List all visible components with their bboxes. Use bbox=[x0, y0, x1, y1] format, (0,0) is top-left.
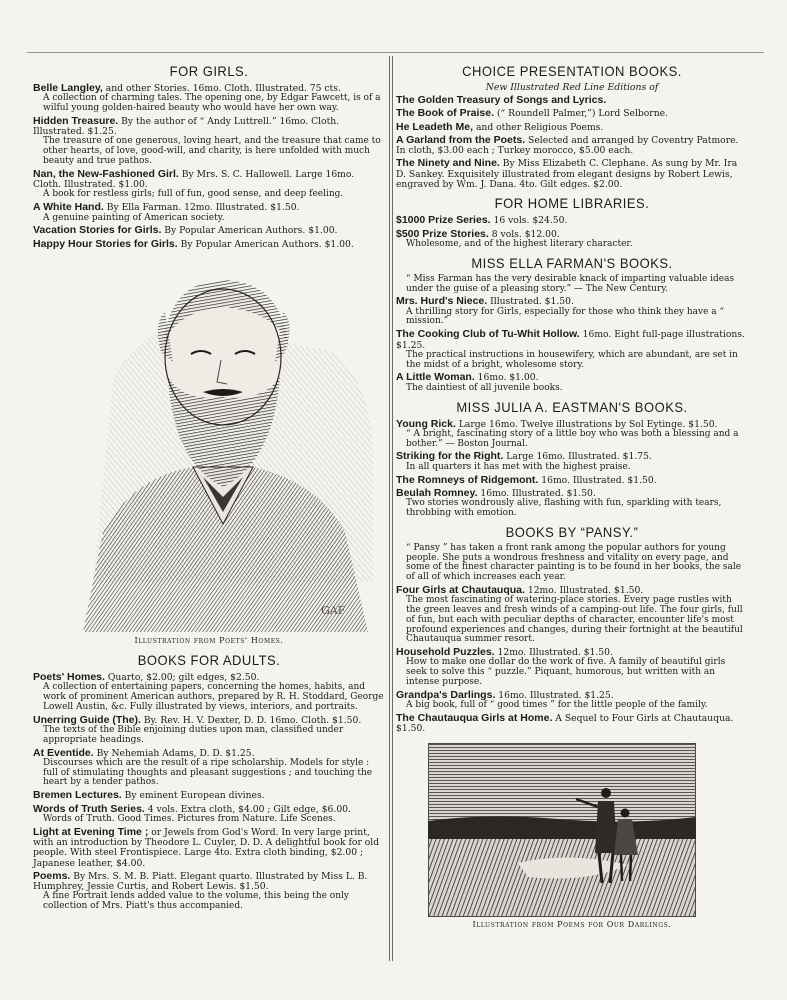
book-entry bbox=[33, 871, 385, 912]
book-description: A big book, full of “ good times ” for the little people of the family. bbox=[406, 700, 708, 711]
engraver-signature: GAF bbox=[321, 603, 346, 617]
book-title: Four Girls at Chautauqua. bbox=[396, 583, 525, 596]
book-description: A thrilling story for Girls, especially for those who think they have a “ mission.” bbox=[406, 306, 725, 327]
book-description: A book for restless girls; full of fun, good sense, and deep feeling. bbox=[43, 189, 344, 200]
book-entry bbox=[396, 451, 748, 472]
book-title: Mrs. Hurd's Niece. bbox=[396, 295, 488, 308]
book-title: A Garland from the Poets. bbox=[396, 133, 526, 146]
book-title: Light at Evening Time ; bbox=[33, 825, 149, 838]
book-title: Unerring Guide (The). bbox=[33, 713, 141, 726]
book-details: 12mo. Illustrated. $1.50. bbox=[494, 647, 613, 659]
book-title: A White Hand. bbox=[33, 201, 104, 214]
book-description: The treasure of one generous, loving heart, and the treasure that came to other hearts, of love, good-will, and charity, is here unfolded with much beauty and true pathos. bbox=[43, 136, 381, 167]
book-entry bbox=[396, 215, 748, 226]
book-details: 12mo. Illustrated. $1.50. bbox=[524, 584, 644, 596]
landscape-engraving bbox=[428, 743, 696, 917]
book-details: and other Stories. 16mo. Cloth. Illustrated. 75 cts. bbox=[102, 83, 341, 94]
book-description: The most fascinating of watering-place stories. Every page rustles with the green leaves and fresh winds of a camping-out life. The four girls, full of fun, but each with peculiar depths of character, encounter life's most profound experiences and changes, during their fortnight at the beautiful Chautauqua summer resort. bbox=[406, 595, 743, 645]
book-entry bbox=[396, 95, 748, 106]
section-for-girls bbox=[33, 64, 385, 250]
book-details: By Miss Elizabeth C. Clephane. As sung by Mr. Ira D. Sankey. Exquisitely illustrated from elegant designs by Robert Lewis, engraved by Wm. J. Dana. 4to. Gilt edges. $2.00. bbox=[396, 158, 738, 191]
section-pansy-books bbox=[396, 525, 748, 735]
section-heading: MISS JULIA A. EASTMAN'S BOOKS. bbox=[456, 399, 688, 415]
book-details: and other Religious Poems. bbox=[473, 121, 604, 133]
engraving-caption: Illustration from Poems for Our Darlings. bbox=[472, 919, 672, 929]
section-heading: FOR HOME LIBRARIES. bbox=[494, 196, 650, 212]
book-description: In all quarters it has met with the highest praise. bbox=[406, 461, 631, 472]
section-heading: BOOKS FOR ADULTS. bbox=[137, 652, 281, 669]
book-details: or Jewels from God's Word. In very large print, with an introduction by Theodore L. Cuyler, D. D. A delightful book for old people. With steel Frontispiece. Large 4to. Extra cloth binding, $2.00 ; Japanese leather, $4.00. bbox=[33, 826, 380, 869]
children-landscape-illustration bbox=[428, 743, 696, 917]
book-entry bbox=[396, 488, 748, 519]
book-title: Striking for the Right. bbox=[396, 450, 504, 463]
book-description: Two stories wondrously alive, flashing with fun, sparkling with tears, throbbing with emotion. bbox=[406, 498, 722, 518]
book-description: Discourses which are the result of a ripe scholarship. Models for style : full of stimulating thoughts and pleasant suggestions ; and touching the heart by a tender pathos. bbox=[43, 757, 373, 788]
book-details: (“ Roundell Palmer,”) Lord Selborne. bbox=[494, 108, 668, 120]
book-description: A collection of charming tales. The opening one, by Edgar Fawcett, is of a wilful young golden-haired beauty who would have her own way. bbox=[43, 93, 381, 114]
book-description: The daintiest of all juvenile books. bbox=[406, 382, 563, 393]
book-title: $500 Prize Stories. bbox=[396, 227, 489, 240]
section-home-libraries bbox=[396, 196, 748, 249]
section-eastman-books bbox=[396, 400, 748, 519]
book-title: The Romneys of Ridgemont. bbox=[396, 473, 539, 486]
section-presentation-books bbox=[396, 64, 748, 190]
section-books-for-adults bbox=[33, 653, 385, 912]
book-details: By Mrs. S. C. Hallowell. Large 16mo. Cloth. Illustrated. $1.00. bbox=[33, 168, 355, 191]
book-entry bbox=[33, 116, 385, 167]
book-details: By Popular American Authors. $1.00. bbox=[177, 238, 354, 250]
section-heading: BOOKS BY “PANSY.” bbox=[505, 524, 639, 541]
book-title: Household Puzzles. bbox=[396, 646, 495, 659]
book-description: A genuine painting of American society. bbox=[43, 212, 225, 223]
book-entry bbox=[33, 672, 385, 713]
book-details: 8 vols. $12.00. bbox=[488, 228, 560, 240]
book-details: Selected and arranged by Coventry Patmore. In cloth, $3.00 each ; Turkey morocco, $5.00 each. bbox=[396, 134, 739, 157]
book-title: At Eventide. bbox=[33, 746, 94, 759]
book-title: Beulah Romney. bbox=[396, 486, 478, 499]
book-details: Large 16mo. Illustrated. $1.75. bbox=[503, 451, 652, 463]
book-entry bbox=[396, 158, 748, 190]
book-description: The texts of the Bible enjoining duties upon man, classified under appropriate headings. bbox=[43, 724, 344, 745]
section-farman-books bbox=[396, 256, 748, 394]
book-title: Nan, the New-Fashioned Girl. bbox=[33, 167, 179, 180]
book-description: Words of Truth. Good Times. Pictures from Nature. Life Scenes. bbox=[43, 813, 336, 824]
bearded-man-portrait bbox=[73, 262, 373, 632]
book-entry bbox=[33, 790, 385, 801]
section-heading: CHOICE PRESENTATION BOOKS. bbox=[462, 63, 682, 80]
book-entry bbox=[396, 372, 748, 393]
column-divider bbox=[392, 56, 393, 961]
book-entry bbox=[33, 169, 385, 200]
book-details: Large 16mo. Twelve illustrations by Sol Eytinge. $1.50. bbox=[455, 418, 718, 430]
book-title: The Ninety and Nine. bbox=[396, 157, 500, 170]
book-details: By. Rev. H. V. Dexter, D. D. 16mo. Cloth. $1.50. bbox=[140, 714, 362, 726]
book-details: 16mo. Illustrated. $1.25. bbox=[495, 689, 614, 701]
book-entry bbox=[396, 585, 748, 645]
book-title: The Chautauqua Girls at Home. bbox=[396, 711, 553, 724]
book-entry bbox=[33, 804, 385, 825]
book-entry bbox=[33, 83, 385, 114]
book-entry bbox=[396, 108, 748, 119]
book-details: By Nehemiah Adams, D. D. $1.25. bbox=[93, 747, 255, 759]
book-description: “ A bright, fascinating story of a little boy who was both a blessing and a bother.” — Boston Journal. bbox=[406, 428, 739, 449]
book-details: By Mrs. S. M. B. Piatt. Elegant quarto. Illustrated by Miss L. B. Humphrey, Jessie Curtis, and Robert Lewis. $1.50. bbox=[33, 870, 368, 893]
book-details: By Popular American Authors. $1.00. bbox=[161, 225, 338, 237]
book-details: 16mo. Illustrated. $1.50. bbox=[477, 487, 596, 499]
book-title: Belle Langley, bbox=[33, 82, 103, 94]
book-title: Happy Hour Stories for Girls. bbox=[33, 237, 178, 250]
section-subtitle: New Illustrated Red Line Editions of bbox=[485, 82, 659, 93]
book-title: Hidden Treasure. bbox=[33, 114, 119, 127]
book-entry bbox=[396, 296, 748, 327]
left-column bbox=[33, 58, 385, 914]
book-title: Poets' Homes. bbox=[33, 670, 105, 683]
book-details: 16 vols. $24.50. bbox=[490, 215, 568, 227]
book-entry bbox=[33, 748, 385, 789]
book-details: 4 vols. Extra cloth, $4.00 ; Gilt edge, $6.00. bbox=[144, 803, 351, 815]
book-entry bbox=[33, 202, 385, 223]
book-details: Quarto, $2.00; gilt edges, $2.50. bbox=[104, 671, 260, 683]
author-blurb: “ Pansy ” has taken a front rank among the popular authors for young people. She puts a wondrous freshness and vitality on every page, and some of the finest character painting is to be found in her books, the sale of all of which increases each year. bbox=[406, 542, 742, 583]
book-entry bbox=[396, 122, 748, 133]
press-quote: “ Miss Farman has the very desirable knack of imparting valuable ideas under the guise of a pleasing story.” — The New Century. bbox=[406, 273, 735, 294]
book-entry bbox=[33, 715, 385, 746]
book-description: A collection of entertaining papers, concerning the homes, habits, and work of prominent American authors, prepared by R. H. Stoddard, George Lowell Austin, &c. Fully illustrated by views, interiors, and portraits. bbox=[43, 682, 384, 712]
book-title: The Book of Praise. bbox=[396, 107, 495, 120]
book-title: $1000 Prize Series. bbox=[396, 214, 491, 227]
book-entry bbox=[396, 647, 748, 688]
book-details: By Ella Farman. 12mo. Illustrated. $1.50. bbox=[103, 202, 300, 214]
section-heading: MISS ELLA FARMAN'S BOOKS. bbox=[471, 255, 673, 272]
book-entry bbox=[396, 713, 748, 735]
portrait-illustration bbox=[73, 262, 373, 632]
column-divider bbox=[389, 56, 390, 961]
book-details: 16mo. $1.00. bbox=[474, 372, 539, 384]
book-details: By the author of “ Andy Luttrell.” 16mo. Cloth. Illustrated. $1.25. bbox=[33, 115, 340, 138]
book-title: The Cooking Club of Tu-Whit Hollow. bbox=[396, 328, 580, 341]
book-entry bbox=[396, 475, 748, 486]
book-entry bbox=[396, 329, 748, 370]
book-details: By eminent European divines. bbox=[121, 790, 265, 802]
book-entry bbox=[396, 135, 748, 157]
portrait-caption: Illustration from Poets' Homes. bbox=[134, 635, 284, 645]
book-description: How to make one dollar do the work of five. A family of beautiful girls seek to solve this “ puzzle.” Piquant, humorous, but written with an intense purpose. bbox=[406, 657, 726, 688]
book-title: Bremen Lectures. bbox=[33, 789, 122, 802]
book-entry bbox=[33, 827, 385, 869]
book-title: Poems. bbox=[33, 869, 71, 882]
book-title: A Little Woman. bbox=[396, 371, 475, 384]
section-heading: FOR GIRLS. bbox=[169, 63, 249, 80]
book-title: Young Rick. bbox=[396, 417, 456, 430]
book-title: The Golden Treasury of Songs and Lyrics. bbox=[396, 94, 607, 106]
book-title: Vacation Stories for Girls. bbox=[33, 224, 162, 237]
book-details: 16mo. Eight full-page illustrations. $1.25. bbox=[396, 329, 745, 351]
book-details: 16mo. Illustrated. $1.50. bbox=[538, 474, 657, 486]
book-entry bbox=[396, 229, 748, 250]
book-description: Wholesome, and of the highest literary character. bbox=[406, 238, 633, 249]
book-title: Words of Truth Series. bbox=[33, 802, 145, 815]
book-details: Illustrated. $1.50. bbox=[487, 296, 574, 308]
book-entry bbox=[396, 419, 748, 450]
book-entry bbox=[33, 239, 385, 250]
book-title: He Leadeth Me, bbox=[396, 120, 474, 133]
book-details: A Sequel to Four Girls at Chautauqua. $1.50. bbox=[396, 712, 734, 735]
book-title: Grandpa's Darlings. bbox=[396, 688, 496, 701]
right-column bbox=[396, 58, 748, 929]
book-entry bbox=[396, 690, 748, 711]
book-description: A fine Portrait lends added value to the volume, this being the only collection of Mrs. Piatt's thus accompanied. bbox=[43, 891, 349, 912]
book-description: The practical instructions in housewifery, which are abundant, are set in the midst of a bright, wholesome story. bbox=[406, 349, 738, 370]
book-entry bbox=[33, 225, 385, 236]
